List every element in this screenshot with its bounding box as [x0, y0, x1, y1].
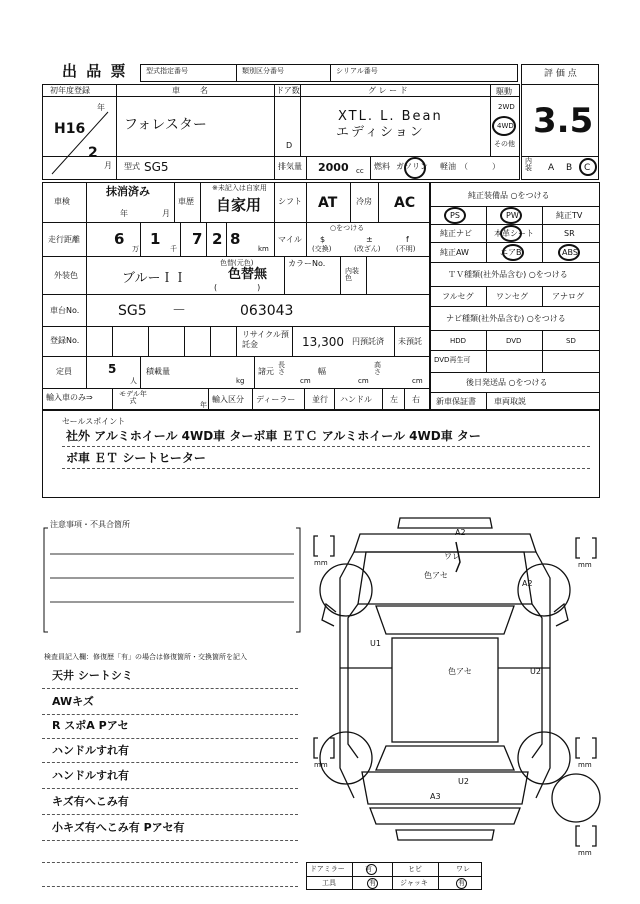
interior-a: A [548, 163, 555, 173]
navi-title: ナビ種類(社外品含む) ○をつける [446, 314, 566, 323]
repaint-paren: ( ) [214, 283, 261, 292]
inspector-line7: 小キズ有へこみ有 Pアセ有 [52, 821, 185, 834]
chassis-label: 車台No. [50, 306, 80, 315]
navi-hdd: HDD [450, 337, 467, 345]
import-dealer: ディーラー [256, 395, 296, 404]
dims-label: 諸元 [258, 367, 274, 376]
import-parallel: 並行 [312, 395, 328, 404]
mileage-unit-man: 万 [132, 245, 139, 253]
dvd-play: DVD再生可 [434, 356, 471, 364]
year-unit: 年 [97, 103, 105, 112]
interior-c: C [584, 163, 591, 173]
tv-title: ＴＶ種類(社外品含む) ○をつける [448, 270, 568, 279]
fuel-diesel: 軽油 [440, 162, 456, 171]
notes-label: 注意事項・不具合箇所 [50, 520, 130, 529]
model-label: 型式 [124, 162, 140, 171]
drive-4wd: 4WD [497, 122, 514, 130]
displacement-label: 排気量 [278, 162, 302, 171]
grade-line2: エディション [336, 125, 425, 140]
equip-tv: 純正TV [556, 211, 583, 220]
length-unit: cm [300, 377, 311, 385]
grade-label: グ レ ー ド [368, 86, 408, 95]
inspector-line1: 天井 シートシミ [52, 669, 133, 682]
footer-jack-circle [456, 878, 467, 889]
height-label: 高さ [374, 361, 381, 376]
diag-mm-5: mm [578, 849, 592, 857]
capacity-value: 5 [108, 362, 117, 376]
footer-ware: ワレ [456, 865, 470, 873]
footer-mirror-circle [366, 864, 377, 875]
repaint-label: 色替(元色) [220, 259, 254, 267]
shift-value: AT [318, 195, 338, 211]
diag-u2: U2 [530, 667, 541, 676]
shaken-label: 車検 [54, 197, 70, 206]
footer-tool: 工具 [322, 879, 336, 887]
class-number-label: 類別区分番号 [242, 67, 284, 75]
mileage-opt2-label: (改ざん) [354, 245, 381, 253]
diag-iro-top: 色アセ [424, 571, 448, 580]
equip-ps: PS [450, 211, 460, 220]
mileage-opt3-label: (不明) [396, 245, 416, 253]
width-label: 幅 [318, 367, 326, 376]
diag-mm-1: mm [314, 559, 328, 567]
import-kubun: 輸入区分 [212, 395, 244, 404]
recycle-unit: 円預託済 [352, 337, 384, 346]
car-body-diagram [300, 508, 610, 878]
equip-airbag: エアB [500, 248, 522, 257]
import-right: 右 [412, 395, 420, 404]
length-label: 長さ [278, 361, 285, 376]
cooler-value: AC [394, 195, 416, 211]
tv-analog: アナログ [552, 292, 584, 301]
width-unit: cm [358, 377, 369, 385]
regno-label: 登録No. [50, 336, 80, 345]
repaint-value: 色替無 [228, 267, 268, 282]
model-year-unit: 年 [200, 401, 207, 409]
month-unit: 月 [104, 161, 112, 170]
inspector-line3: R スポA Pアセ [52, 719, 129, 732]
doors-label: ドア数 [276, 86, 300, 95]
diag-iro-mid: 色アセ [448, 667, 472, 676]
inspector-line2: AWキズ [52, 695, 94, 708]
displacement-unit: cc [356, 167, 364, 175]
mileage-circle-note: ○をつける [330, 224, 365, 232]
shaken-month: 月 [162, 209, 170, 218]
diag-mm-4: mm [578, 761, 592, 769]
history-value: 自家用 [216, 196, 262, 214]
footer-mirror: ドアミラー [310, 865, 345, 873]
reg-era: H16 [54, 121, 86, 137]
equip-sr: SR [564, 229, 575, 238]
interior-c-circle [579, 158, 597, 176]
grade-line1: XTL. L. Bean [338, 109, 443, 124]
capacity-label: 定員 [56, 367, 72, 376]
shaken-year: 年 [120, 209, 128, 218]
import-label: 輸入車のみ⇒ [46, 393, 93, 402]
inspector-line4: ハンドルすれ有 [52, 744, 129, 757]
details-table [42, 182, 430, 410]
later-manual: 車両取説 [494, 397, 526, 406]
fuel-label: 燃料 [374, 162, 390, 171]
chassis-number: 063043 [240, 303, 294, 319]
load-label: 積載量 [146, 367, 170, 376]
mileage-opt3: f [406, 235, 409, 244]
interior-label: 内装 [525, 157, 532, 172]
color-no-label: カラーNo. [288, 259, 326, 268]
fuel-other: （ ） [460, 162, 500, 171]
interior-b: B [566, 163, 573, 173]
mileage-digit5: 8 [230, 230, 241, 248]
later-title: 後日発送品 ○をつける [466, 378, 548, 387]
interior-color-label: 内装色 [345, 267, 359, 282]
mileage-opt1-label: (交換) [312, 245, 332, 253]
displacement-value: 2000 [318, 161, 349, 174]
equip-pw-circle [500, 207, 522, 224]
recycle-label: リサイクル預託金 [242, 330, 289, 349]
footer-jack: ジャッキ [400, 879, 428, 887]
equip-leather-circle [500, 225, 522, 242]
fuel-gasoline-circle [404, 157, 426, 179]
mileage-digit3: 7 [192, 230, 203, 248]
equip-leather: 本革シート [494, 229, 534, 238]
footer-jack-yes: 有 [458, 879, 465, 887]
diag-u2-bottom: U2 [458, 777, 469, 786]
color-label: 外装色 [54, 271, 78, 280]
model-year-label: モデル年式 [119, 390, 147, 405]
history-label: 車歴 [178, 197, 194, 206]
equip-aw: 純正AW [440, 248, 469, 257]
capacity-unit: 人 [130, 377, 137, 385]
form-title: 出 品 票 [62, 62, 128, 80]
car-name: フォレスター [124, 117, 207, 133]
mileage-opt1: $ [320, 235, 326, 244]
shaken-value: 抹消済み [106, 185, 150, 198]
mile-label: マイル [278, 235, 302, 244]
drive-other: その他 [494, 140, 515, 148]
score-label: 評 価 点 [544, 69, 577, 79]
drive-2wd: 2WD [498, 103, 515, 111]
import-left: 左 [390, 395, 398, 404]
serial-label: シリアル番号 [336, 67, 378, 75]
inspector-line5: ハンドルすれ有 [52, 769, 129, 782]
drive-4wd-circle [492, 116, 516, 136]
chassis-prefix: SG5 [118, 303, 147, 319]
equip-abs-circle [558, 244, 580, 261]
shift-label: シフト [278, 197, 302, 206]
tv-fullseg: フルセグ [442, 292, 474, 301]
height-unit: cm [412, 377, 423, 385]
color-value: ブルーＩＩ [122, 271, 187, 286]
mileage-digit2: 1 [150, 230, 161, 248]
diag-a2-right: A2 [522, 579, 533, 588]
tv-oneseg: ワンセグ [496, 292, 528, 301]
navi-dvd: DVD [506, 337, 522, 345]
mileage-label: 走行距離 [48, 235, 80, 244]
history-note: ※未記入は自家用 [212, 184, 267, 192]
header-fields-box [140, 64, 518, 82]
diag-mm-2: mm [578, 561, 592, 569]
inspector-label: 検査員記入欄：修復歴「有」の場合は修復箇所・交換箇所を記入 [44, 653, 247, 661]
import-handle: ハンドル [340, 395, 372, 404]
diag-a3: A3 [430, 792, 441, 801]
sales-line1: 社外 アルミホイール 4WD車 ターボ車 ＥＴＣ アルミホイール 4WD車 ター [66, 429, 481, 443]
equip-navi: 純正ナビ [440, 229, 472, 238]
notes-bracket [42, 524, 304, 636]
fuel-gasoline: ガソリン [396, 162, 428, 171]
sales-line2: ボ車 ＥＴ シートヒーター [66, 451, 206, 465]
diag-a2-top: A2 [455, 528, 466, 537]
recycle-unpaid: 未預託 [398, 337, 422, 346]
sales-label: セールスポイント [62, 417, 126, 426]
equip-ps-circle [444, 207, 466, 224]
equip-airbag-circle [502, 244, 524, 261]
diag-ware: ワレ [444, 552, 460, 561]
equip-pw: PW [506, 211, 519, 220]
load-unit: kg [236, 377, 245, 385]
diag-u1: U1 [370, 639, 381, 648]
reg-label: 初年度登録 [50, 86, 90, 95]
drive-label: 駆動 [496, 87, 512, 96]
mileage-opt2: ± [366, 235, 373, 244]
reg-month: 2 [88, 145, 98, 161]
footer-hibi: ヒビ [408, 865, 422, 873]
mileage-unit-sen: 千 [170, 245, 177, 253]
footer-tool-circle [367, 878, 378, 889]
doors-value: D [286, 141, 293, 150]
inspector-line6: キズ有へこみ有 [52, 795, 129, 808]
navi-sd: SD [566, 337, 576, 345]
cooler-label: 冷房 [356, 197, 372, 206]
equip-title: 純正装備品 ○をつける [468, 191, 550, 200]
footer-tool-yes: 有 [369, 879, 376, 887]
type-approval-label: 型式指定番号 [146, 67, 188, 75]
car-name-label: 車 名 [172, 86, 214, 95]
footer-mirror-yes: 有 [365, 865, 372, 873]
equip-abs: ABS [562, 248, 578, 257]
model-value: SG5 [144, 160, 169, 174]
mileage-unit-km: km [258, 245, 269, 253]
later-warranty: 新車保証書 [436, 397, 476, 406]
mileage-digit1: 6 [114, 230, 125, 248]
recycle-amount: 13,300 [302, 335, 344, 349]
diag-mm-3: mm [314, 761, 328, 769]
mileage-digit4: 2 [212, 230, 223, 248]
chassis-dash: － [172, 303, 186, 319]
score-value: 3.5 [533, 101, 594, 141]
